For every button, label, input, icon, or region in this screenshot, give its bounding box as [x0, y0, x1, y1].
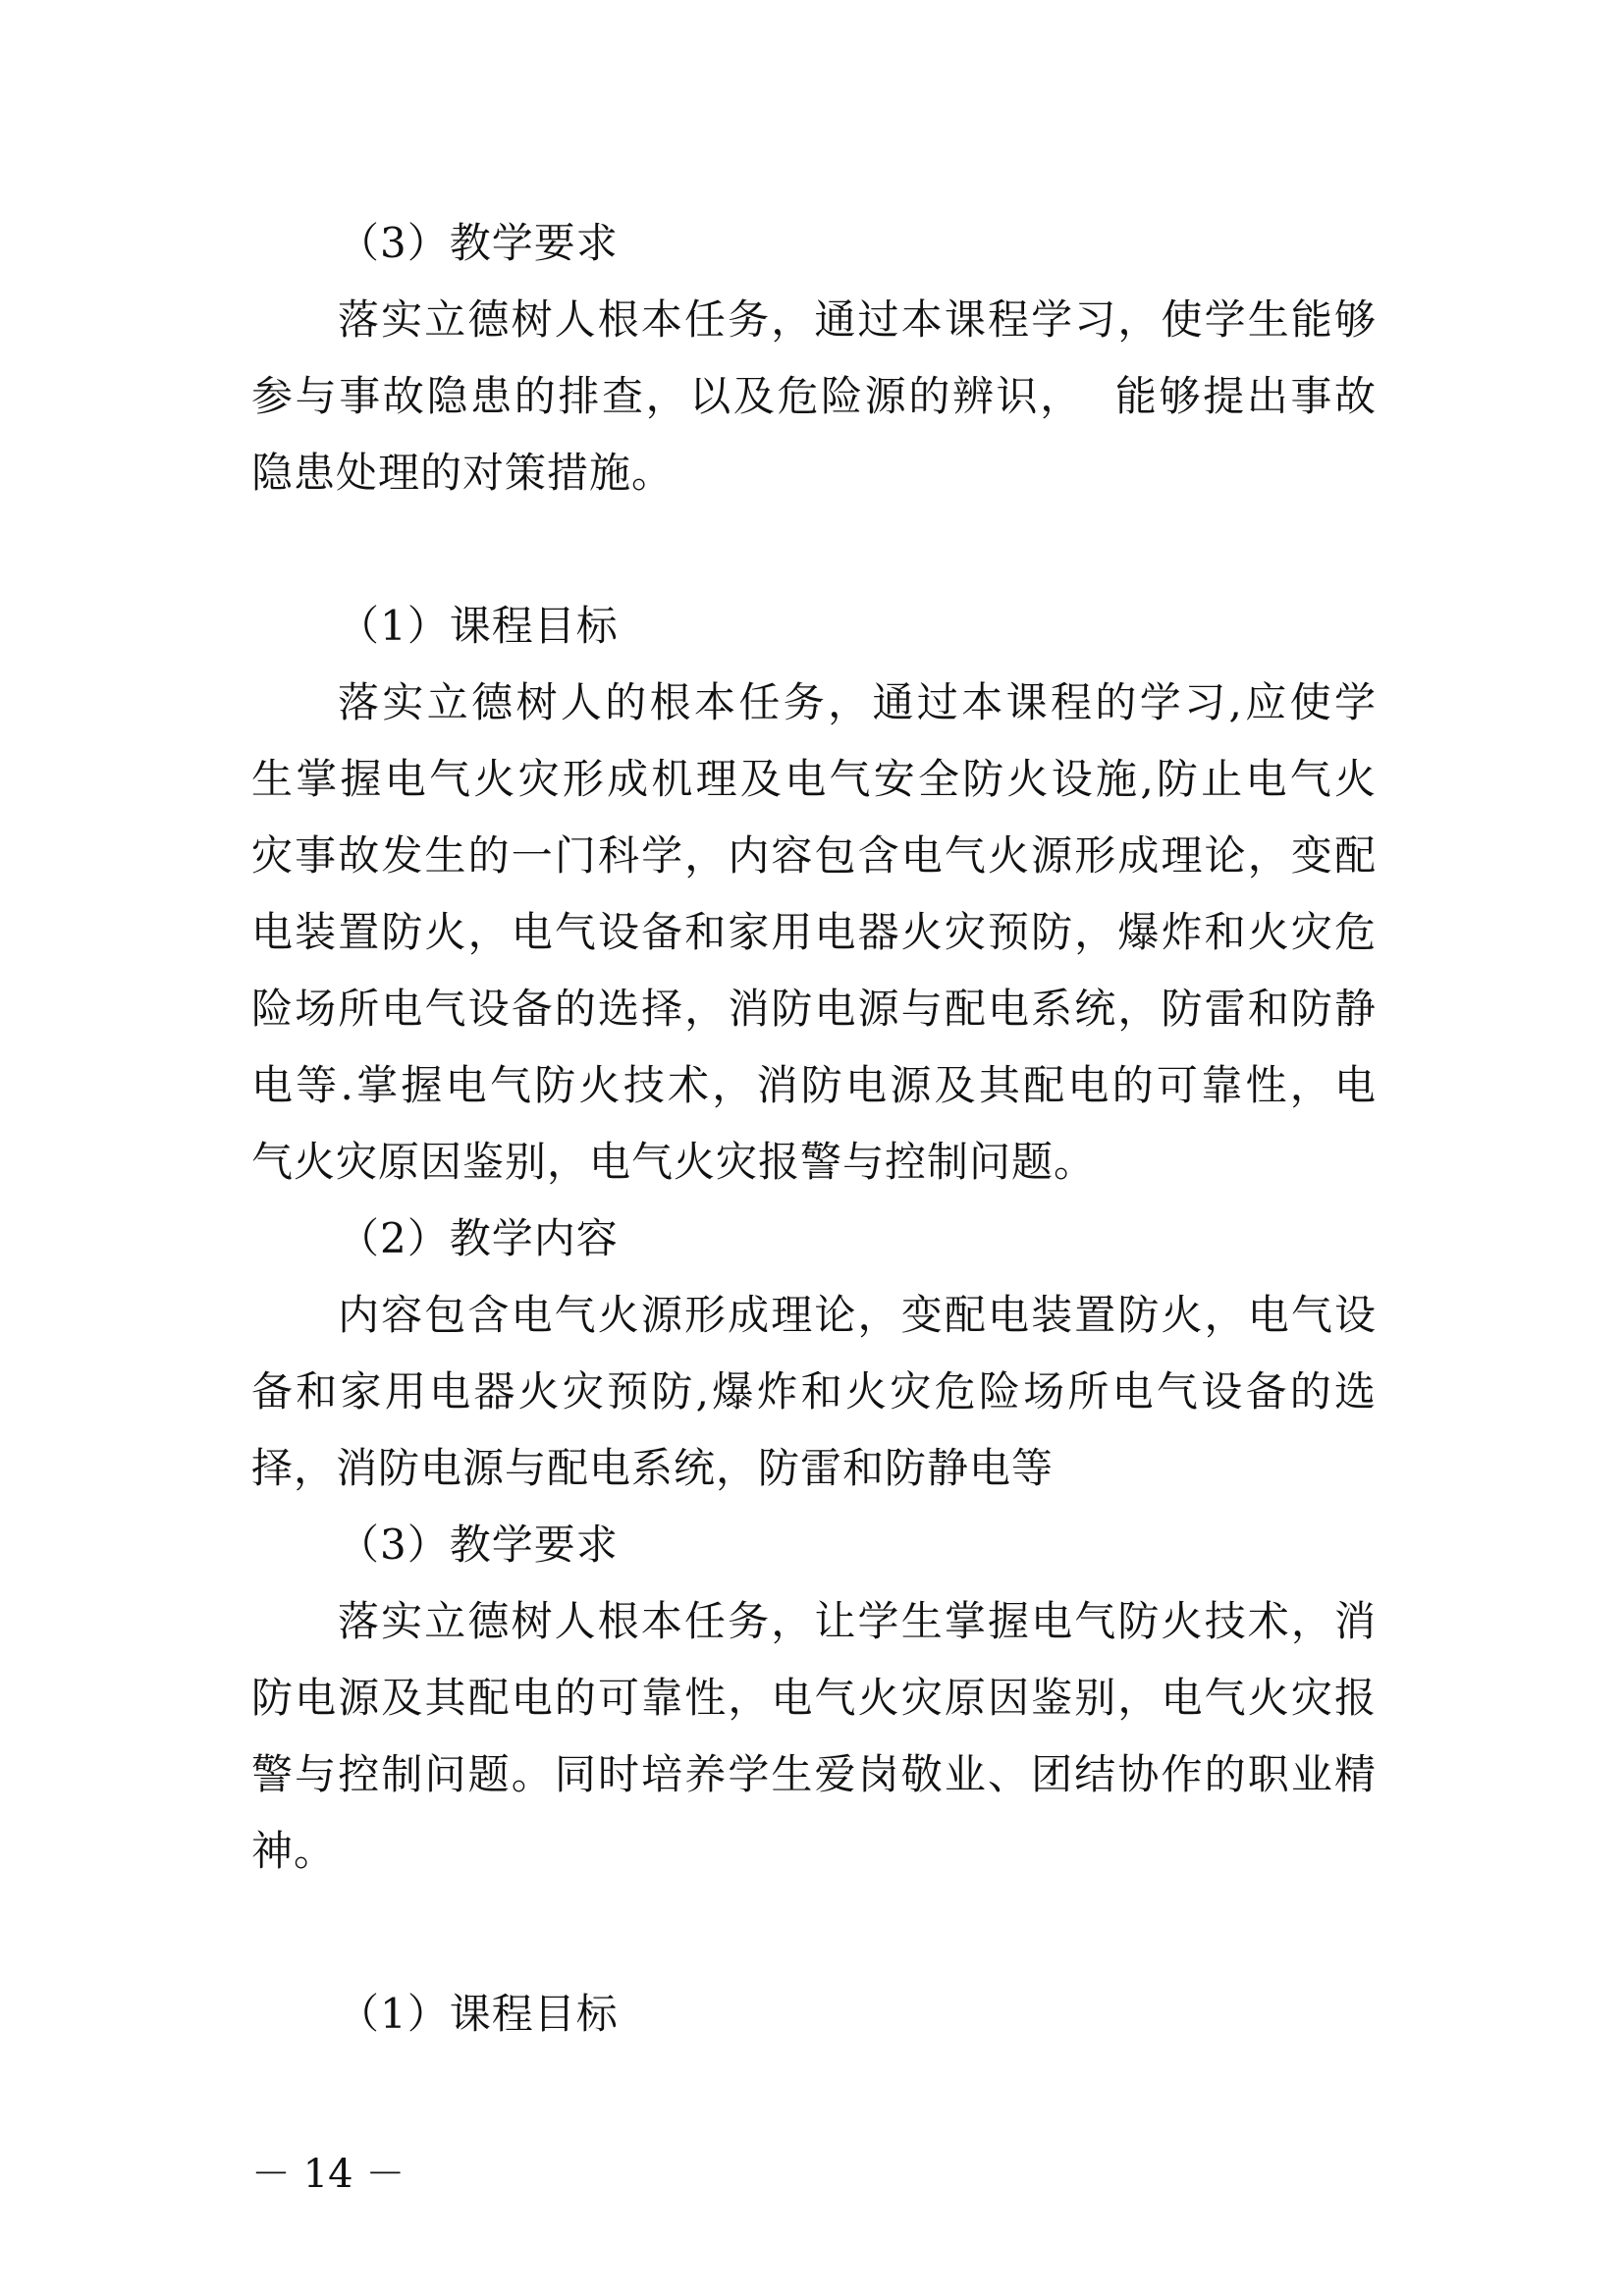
- paragraph-line: 电等.掌握电气防火技术，消防电源及其配电的可靠性，电: [251, 1061, 1377, 1109]
- paragraph-line: 备和家用电器火灾预防,爆炸和火灾危险场所电气设备的选: [251, 1367, 1377, 1415]
- paragraph-line: 电装置防火，电气设备和家用电器火灾预防，爆炸和火灾危: [251, 908, 1377, 956]
- paragraph-line: 生掌握电气火灾形成机理及电气安全防火设施,防止电气火: [251, 755, 1377, 803]
- paragraph-line: 气火灾原因鉴别，电气火灾报警与控制问题。: [251, 1138, 1097, 1186]
- paragraph-line: 隐患处理的对策措施。: [251, 449, 675, 497]
- paragraph-line: 参与事故隐患的排查，以及危险源的辨识， 能够提出事故: [251, 372, 1377, 420]
- paragraph-line: 落实立德树人的根本任务，通过本课程的学习,应使学: [338, 678, 1377, 726]
- subheading-teaching-requirements: （3）教学要求: [338, 1521, 619, 1569]
- subheading-teaching-requirements: （3）教学要求: [338, 219, 619, 267]
- paragraph-line: 择，消防电源与配电系统，防雷和防静电等: [251, 1444, 1055, 1492]
- paragraph-line: 内容包含电气火源形成理论，变配电装置防火，电气设: [338, 1291, 1377, 1339]
- section-heading-course-8: [251, 1899, 1377, 1976]
- subheading-course-goals: （1）课程目标: [338, 1990, 619, 2038]
- subheading-teaching-content: （2）教学内容: [338, 1214, 619, 1262]
- paragraph-line: 警与控制问题。同时培养学生爱岗敬业、团结协作的职业精: [251, 1750, 1377, 1798]
- paragraph-line: 落实立德树人根本任务，让学生掌握电气防火技术，消: [338, 1597, 1377, 1645]
- page-body: [251, 205, 1377, 2053]
- page-number: － 14 －: [251, 2152, 406, 2197]
- paragraph-line: 防电源及其配电的可靠性，电气火灾原因鉴别，电气火灾报: [251, 1674, 1377, 1722]
- paragraph-line: 神。: [251, 1827, 337, 1875]
- paragraph-line: 灾事故发生的一门科学，内容包含电气火源形成理论，变配: [251, 831, 1377, 880]
- section-heading-course-7: [251, 511, 1377, 588]
- paragraph-line: 落实立德树人根本任务，通过本课程学习，使学生能够: [338, 295, 1377, 344]
- subheading-course-goals: （1）课程目标: [338, 602, 619, 650]
- paragraph-line: 险场所电气设备的选择，消防电源与配电系统，防雷和防静: [251, 985, 1377, 1033]
